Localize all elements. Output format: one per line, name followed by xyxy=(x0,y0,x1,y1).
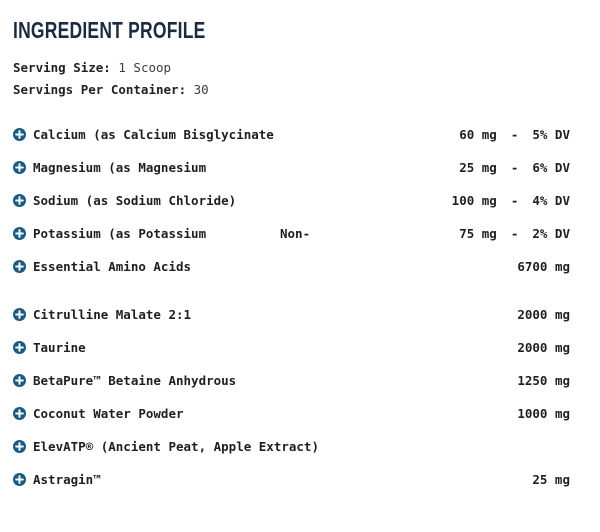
ingredient-name-fragment: Non- xyxy=(280,226,311,241)
amount-dv-separator: - xyxy=(510,160,519,175)
ingredient-amount: 2000 mg xyxy=(517,307,570,322)
ingredient-amount: 60 mg xyxy=(459,127,497,142)
plus-circle-icon[interactable] xyxy=(13,473,26,486)
ingredient-name: BetaPure™ Betaine Anhydrous xyxy=(33,373,237,388)
ingredient-row-taurine[interactable] xyxy=(13,331,570,364)
ingredient-row-essential-amino-acids[interactable] xyxy=(13,250,570,283)
ingredient-name: Taurine xyxy=(33,340,86,355)
ingredient-name: Sodium (as Sodium Chloride) xyxy=(33,193,237,208)
ingredient-name: Potassium (as Potassium xyxy=(33,226,207,241)
ingredient-amount: 100 mg xyxy=(451,193,497,208)
amount-dv-separator: - xyxy=(510,226,519,241)
plus-circle-icon[interactable] xyxy=(13,128,26,141)
serving-size-value: 1 Scoop xyxy=(118,60,172,75)
ingredient-name: Coconut Water Powder xyxy=(33,406,184,421)
plus-circle-icon[interactable] xyxy=(13,374,26,387)
serving-size-line xyxy=(13,57,570,79)
plus-circle-icon[interactable] xyxy=(13,407,26,420)
serving-info xyxy=(13,57,570,101)
ingredient-name: Magnesium (as Magnesium xyxy=(33,160,207,175)
plus-circle-icon[interactable] xyxy=(13,308,26,321)
ingredient-row-citrulline-malate[interactable] xyxy=(13,298,570,331)
ingredient-amount-group xyxy=(517,406,570,421)
ingredient-amount: 25 mg xyxy=(459,160,497,175)
plus-circle-icon[interactable] xyxy=(13,440,26,453)
servings-per-container-line xyxy=(13,79,570,101)
ingredient-amount-group xyxy=(452,193,570,208)
ingredient-amount-group xyxy=(459,160,570,175)
ingredient-row-elevatp[interactable] xyxy=(13,430,570,463)
servings-per-container-value: 30 xyxy=(193,82,209,97)
ingredient-amount: 25 mg xyxy=(532,472,570,487)
ingredient-amount-group xyxy=(532,472,570,487)
ingredient-name: Citrulline Malate 2:1 xyxy=(33,307,192,322)
ingredient-amount: 75 mg xyxy=(459,226,497,241)
ingredient-name: Essential Amino Acids xyxy=(33,259,192,274)
ingredient-name: ElevATP® (Ancient Peat, Apple Extract) xyxy=(33,439,319,454)
ingredient-amount: 2000 mg xyxy=(517,340,570,355)
ingredient-dv: 4% DV xyxy=(532,193,570,208)
ingredient-row-calcium[interactable] xyxy=(13,118,570,151)
amount-dv-separator: - xyxy=(510,193,519,208)
ingredient-name: Astragin™ xyxy=(33,472,101,487)
plus-circle-icon[interactable] xyxy=(13,194,26,207)
ingredient-name: Calcium (as Calcium Bisglycinate xyxy=(33,127,274,142)
ingredient-row-astragin[interactable] xyxy=(13,463,570,496)
servings-per-container-label: Servings Per Container: xyxy=(13,82,187,97)
ingredient-amount: 1250 mg xyxy=(517,373,570,388)
plus-circle-icon[interactable] xyxy=(13,161,26,174)
ingredient-row-coconut-water[interactable] xyxy=(13,397,570,430)
ingredient-row-betapure-betaine[interactable] xyxy=(13,364,570,397)
ingredient-dv: 2% DV xyxy=(532,226,570,241)
ingredient-list xyxy=(13,118,570,496)
ingredient-row-sodium[interactable] xyxy=(13,184,570,217)
ingredient-amount-group xyxy=(517,373,570,388)
plus-circle-icon[interactable] xyxy=(13,341,26,354)
ingredient-amount-group xyxy=(459,127,570,142)
plus-circle-icon[interactable] xyxy=(13,227,26,240)
ingredient-amount: 6700 mg xyxy=(517,259,570,274)
amount-dv-separator: - xyxy=(510,127,519,142)
ingredient-amount-group xyxy=(459,226,570,241)
ingredient-amount-group xyxy=(517,259,570,274)
ingredient-amount-group xyxy=(517,340,570,355)
page-title: INGREDIENT PROFILE xyxy=(13,17,206,43)
ingredient-row-potassium[interactable] xyxy=(13,217,570,250)
ingredient-dv: 6% DV xyxy=(532,160,570,175)
ingredient-dv: 5% DV xyxy=(532,127,570,142)
ingredient-row-magnesium[interactable] xyxy=(13,151,570,184)
ingredient-amount-group xyxy=(517,307,570,322)
serving-size-label: Serving Size: xyxy=(13,60,111,75)
ingredient-amount: 1000 mg xyxy=(517,406,570,421)
plus-circle-icon[interactable] xyxy=(13,260,26,273)
